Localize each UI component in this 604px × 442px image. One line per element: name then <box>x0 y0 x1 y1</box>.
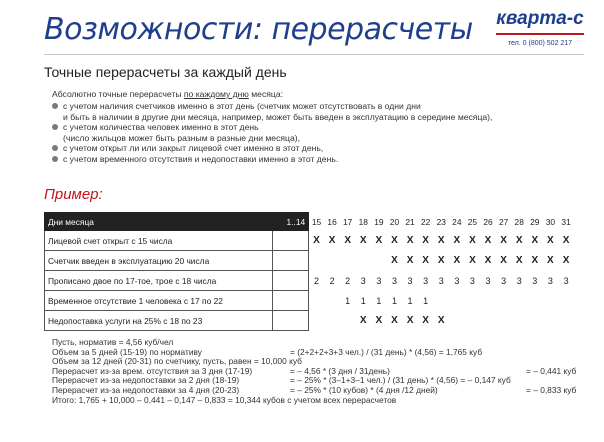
day-cell <box>355 251 371 271</box>
day-header-cell: 19 <box>371 213 387 231</box>
day-cell: 1 <box>391 295 397 306</box>
calc-part-c: = – 0,441 куб <box>526 365 577 376</box>
day-cell <box>558 311 574 331</box>
table-row <box>45 271 575 291</box>
day-cell: X <box>531 255 539 266</box>
day-header-cell: 20 <box>387 213 403 231</box>
day-cell: X <box>422 255 429 266</box>
intro-suffix: месяца: <box>248 89 284 99</box>
day-cell: 1 <box>360 295 366 306</box>
table-row <box>45 251 575 271</box>
row-label: Прописано двое по 17-тое, трое с 18 числа <box>45 271 273 291</box>
day-cell: 3 <box>407 275 413 286</box>
day-cell <box>558 291 574 311</box>
list-item-text: с учетом наличия счетчиков именно в этот день (счетчик может отсутствовать в одни дни <box>63 101 421 111</box>
day-cell: X <box>500 235 507 246</box>
day-cell <box>465 291 481 311</box>
day-header-cell: 31 <box>558 213 574 231</box>
row-range-cell <box>273 251 309 271</box>
list-item <box>52 154 492 165</box>
day-cell: X <box>359 315 367 326</box>
header-range: 1..14 <box>273 213 309 231</box>
list-item <box>52 101 492 112</box>
calc-part-a: Перерасчет из-за недопоставки за 4 дня (20-23) <box>52 384 240 395</box>
day-cell: 2 <box>329 275 335 286</box>
days-table <box>44 212 574 331</box>
day-cell <box>527 291 543 311</box>
row-range-cell <box>273 231 309 251</box>
logo-name: кварта-с <box>496 8 584 29</box>
day-header-cell: 22 <box>418 213 434 231</box>
day-cell: X <box>437 255 445 266</box>
day-cell: 3 <box>563 275 569 286</box>
table-header-row <box>45 213 575 231</box>
day-header-cell: 27 <box>496 213 512 231</box>
day-cell: 3 <box>516 275 522 286</box>
day-cell <box>449 311 465 331</box>
calc-part-a: Объем за 12 дней (20-31) по счетчику, пусть, равен = 10,000 куб <box>52 356 302 367</box>
day-cell: 3 <box>360 275 366 286</box>
day-cell: X <box>375 235 383 246</box>
example-heading: Пример: <box>44 186 103 203</box>
calc-part-a: Пусть, норматив = 4,56 куб/чел <box>52 337 174 347</box>
day-cell <box>511 291 527 311</box>
day-cell: X <box>547 255 554 266</box>
list-item <box>52 112 492 123</box>
day-cell <box>496 311 512 331</box>
day-header-cell: 25 <box>465 213 481 231</box>
page-title: Возможности: перерасчеты <box>44 12 473 47</box>
list-item-text: и быть в наличии в другие дни месяца, например, может быть введен в эксплуатацию в середине месяца), <box>63 111 493 122</box>
day-cell: X <box>531 235 539 246</box>
day-cell <box>543 311 559 331</box>
day-cell: X <box>406 235 414 246</box>
day-cell: 2 <box>345 275 351 286</box>
day-cell <box>480 291 496 311</box>
day-cell: 1 <box>407 295 413 306</box>
day-cell: 3 <box>501 275 507 286</box>
day-cell: X <box>469 235 476 246</box>
day-cell <box>465 311 481 331</box>
calc-part-a: Итого: 1,765 + 10,000 – 0,441 – 0,147 – 0,833 = 10,344 кубов с учетом всех перерасчетов <box>52 394 397 405</box>
day-cell: 1 <box>376 295 382 306</box>
calc-part-b: = – 25% * (10 кубов) * (4 дня /12 дней) <box>290 384 438 395</box>
bullet-icon <box>52 103 58 109</box>
day-cell: X <box>328 235 336 246</box>
day-cell <box>511 311 527 331</box>
row-label: Недопоставка услуги на 25% с 18 по 23 <box>45 311 273 331</box>
feature-list <box>52 101 492 165</box>
row-label: Счетчик введен в эксплуатацию 20 числа <box>45 251 273 271</box>
day-cell: X <box>344 235 351 246</box>
day-cell: X <box>406 255 414 266</box>
day-cell: 2 <box>313 275 319 286</box>
day-header-cell: 28 <box>511 213 527 231</box>
day-cell <box>309 311 325 331</box>
calc-part-b: = (2+2+2+3+3 чел.) / (31 день) * (4,56) = 1,765 куб <box>290 346 483 357</box>
table-row <box>45 291 575 311</box>
day-header-cell: 26 <box>480 213 496 231</box>
calc-part-a: Перерасчет из-за врем. отсутствия за 3 дня (17-19) <box>52 365 253 376</box>
logo-underline <box>496 33 584 35</box>
intro-underlined: по каждому дню <box>183 89 249 99</box>
day-header-cell: 24 <box>449 213 465 231</box>
day-cell: X <box>562 235 570 246</box>
company-logo <box>488 8 592 47</box>
day-cell: X <box>391 235 398 246</box>
day-cell: X <box>391 315 398 326</box>
bullet-icon <box>52 145 58 151</box>
day-cell: X <box>359 235 367 246</box>
day-cell: 3 <box>423 275 429 286</box>
header-divider <box>44 54 584 55</box>
day-cell: 3 <box>376 275 382 286</box>
day-cell: 1 <box>345 295 351 306</box>
bullet-icon <box>52 124 58 130</box>
day-cell: 3 <box>454 275 460 286</box>
day-cell: X <box>562 255 570 266</box>
day-cell: X <box>453 235 461 246</box>
day-cell: X <box>437 315 445 326</box>
day-header-cell: 29 <box>527 213 543 231</box>
list-item <box>52 143 492 154</box>
page-subtitle: Точные перерасчеты за каждый день <box>44 64 287 80</box>
intro-prefix: Абсолютно точные перерасчеты <box>52 89 184 99</box>
logo-phone: тел. 0 (800) 502 217 <box>507 40 573 47</box>
day-cell <box>324 311 340 331</box>
day-cell: X <box>437 235 445 246</box>
day-cell: X <box>422 315 429 326</box>
calc-part-b: = – 25% * (3–1+3–1 чел.) / (31 день) * (4,56) = – 0,147 куб <box>290 375 511 386</box>
day-cell: X <box>484 235 492 246</box>
day-cell: X <box>375 315 383 326</box>
day-cell: X <box>484 255 492 266</box>
day-cell: 3 <box>469 275 475 286</box>
table-row <box>45 231 575 251</box>
day-cell <box>340 311 356 331</box>
day-cell <box>480 311 496 331</box>
row-range-cell <box>273 271 309 291</box>
day-header-cell: 15 <box>309 213 325 231</box>
day-cell <box>371 251 387 271</box>
day-cell: X <box>500 255 507 266</box>
day-cell: X <box>406 315 414 326</box>
list-item-text: (число жильцов может быть разным в разные дни месяца), <box>63 132 300 143</box>
intro-text <box>52 89 283 99</box>
calc-part-a: Объем за 5 дней (15-19) по нормативу <box>52 346 202 357</box>
day-header-cell: 17 <box>340 213 356 231</box>
day-cell <box>324 291 340 311</box>
day-cell: 3 <box>532 275 538 286</box>
row-label: Лицевой счет открыт с 15 числа <box>45 231 273 251</box>
day-cell: X <box>422 235 429 246</box>
header-label: Дни месяца <box>45 213 273 231</box>
day-cell: X <box>391 255 398 266</box>
list-item-text: с учетом открыт ли или закрыт лицевой счет именно в этот день, <box>63 143 324 154</box>
list-item-text: с учетом временного отсутствия и недопоставки именно в этот день. <box>63 153 339 164</box>
table-row <box>45 311 575 331</box>
day-cell <box>543 291 559 311</box>
day-header-cell: 21 <box>402 213 418 231</box>
day-cell <box>309 251 325 271</box>
list-item-text: с учетом количества человек именно в этот день <box>63 122 259 133</box>
row-range-cell <box>273 311 309 331</box>
day-cell: X <box>515 235 523 246</box>
day-cell <box>340 251 356 271</box>
day-header-cell: 18 <box>355 213 371 231</box>
day-cell <box>433 291 449 311</box>
day-cell: X <box>313 235 320 246</box>
row-label: Временное отсутствие 1 человека с 17 по 22 <box>45 291 273 311</box>
day-cell <box>527 311 543 331</box>
row-range-cell <box>273 291 309 311</box>
list-item <box>52 133 492 144</box>
day-cell: X <box>469 255 476 266</box>
day-header-cell: 30 <box>543 213 559 231</box>
list-item <box>52 122 492 133</box>
day-cell: 3 <box>547 275 553 286</box>
day-cell: X <box>547 235 554 246</box>
calc-part-a: Перерасчет из-за недопоставки за 2 дня (18-19) <box>52 375 240 386</box>
day-cell <box>496 291 512 311</box>
day-cell <box>309 291 325 311</box>
day-cell: 1 <box>423 295 429 306</box>
day-cell <box>449 291 465 311</box>
calc-part-c: = – 0,833 куб <box>526 384 577 395</box>
day-cell <box>324 251 340 271</box>
calc-part-b: = – 4,56 * (3 дня / 31день) <box>290 365 390 376</box>
bullet-icon <box>52 156 58 162</box>
day-cell: 3 <box>438 275 444 286</box>
day-cell: 3 <box>485 275 491 286</box>
day-header-cell: 23 <box>433 213 449 231</box>
day-cell: 3 <box>391 275 397 286</box>
day-header-cell: 16 <box>324 213 340 231</box>
day-cell: X <box>515 255 523 266</box>
day-cell: X <box>453 255 461 266</box>
